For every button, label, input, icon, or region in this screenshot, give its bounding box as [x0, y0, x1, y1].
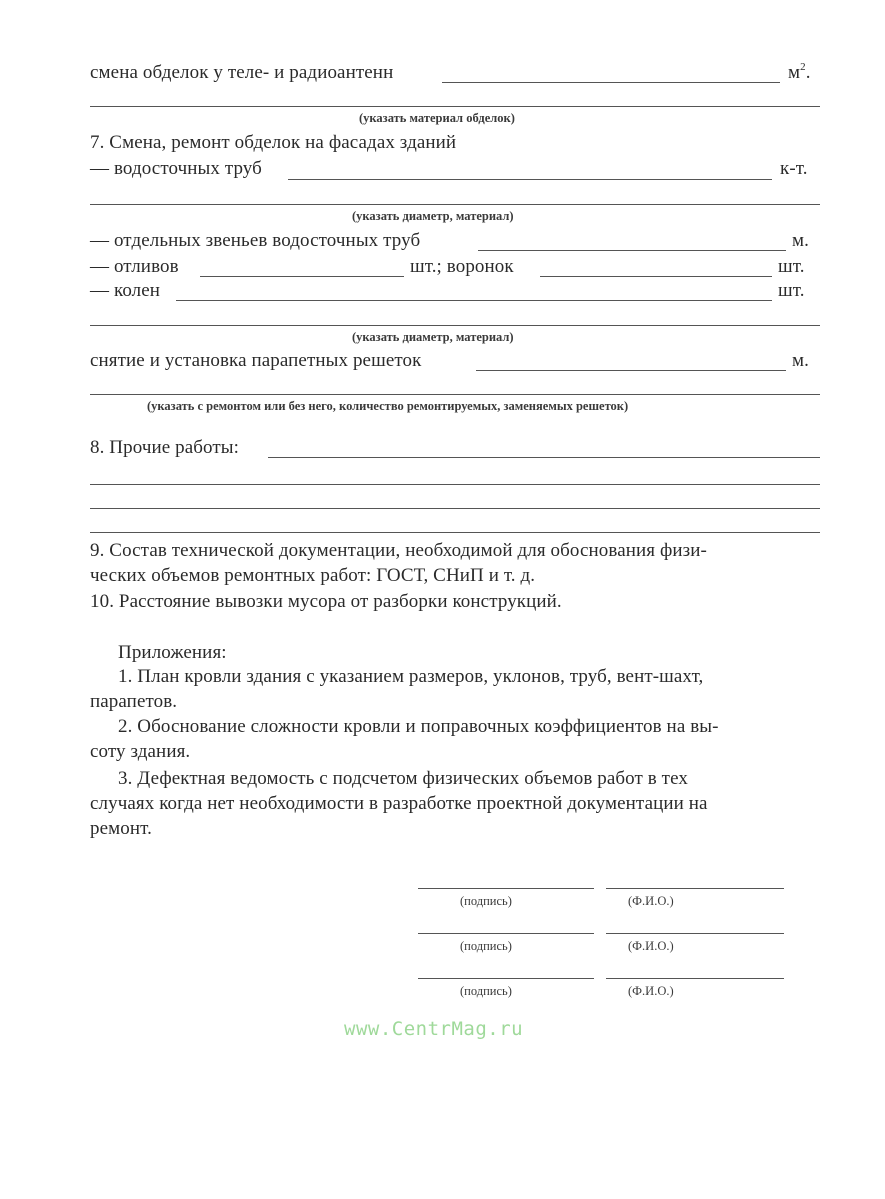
fill-line-repair-note [90, 394, 820, 395]
fill-line-material [90, 106, 820, 107]
row-antenna-unit: $м^2$. [788, 61, 811, 83]
name-label-2: (Ф.И.О.) [628, 939, 674, 953]
note-material: (указать материал обделок) [359, 111, 515, 125]
name-line-2 [606, 933, 784, 934]
item-8-label: 8. Прочие работы: [90, 437, 240, 458]
row-segments-label: — отдельных звеньев водосточных труб [90, 230, 421, 251]
row-drainpipes-unit: к-т. [780, 158, 808, 179]
name-label-3: (Ф.И.О.) [628, 984, 674, 998]
row-flashings-label: — отливов [90, 256, 179, 277]
fill-line-other-3 [90, 508, 820, 509]
row-funnels-unit: шт. [778, 256, 805, 277]
row-elbows-label: — колен [90, 280, 161, 301]
row-antenna-label: смена обделок у теле- и радиоантенн [90, 62, 394, 83]
signature-label-2: (подпись) [460, 939, 512, 953]
fill-line-other-2 [90, 484, 820, 485]
appendix-3-line-3: ремонт. [90, 818, 152, 839]
note-diameter-2: (указать диаметр, материал) [352, 330, 514, 344]
item-9-line-2: ческих объемов ремонтных работ: ГОСТ, СНиП и т. д. [90, 565, 536, 586]
row-segments-unit: м. [792, 230, 809, 251]
appendix-3-line-2: случаях когда нет необходимости в разработке проектной документации на [90, 793, 708, 814]
fill-line-other-1 [268, 457, 820, 458]
note-repair: (указать с ремонтом или без него, количество ремонтируемых, заменяемых решеток) [147, 399, 629, 413]
signature-line-1 [418, 888, 594, 889]
name-line-1 [606, 888, 784, 889]
fill-line-diameter-1 [90, 204, 820, 205]
fill-line-elbows [176, 300, 772, 301]
item-10: 10. Расстояние вывозки мусора от разборки конструкций. [90, 591, 562, 612]
appendix-1-line-1: 1. План кровли здания с указанием размеров, уклонов, труб, вент-шахт, [118, 666, 704, 687]
note-diameter-1: (указать диаметр, материал) [352, 209, 514, 223]
row-drainpipes-label: — водосточных труб [90, 158, 262, 179]
fill-line-antenna [442, 82, 780, 83]
name-label-1: (Ф.И.О.) [628, 894, 674, 908]
watermark-link[interactable]: www.CentrMag.ru [344, 1018, 524, 1040]
appendix-2-line-1: 2. Обоснование сложности кровли и поправочных коэффициентов на вы- [118, 716, 719, 737]
item-9-line-1: 9. Состав технической документации, необходимой для обоснования физи- [90, 540, 707, 561]
fill-line-funnels [540, 276, 772, 277]
item-7-title: 7. Смена, ремонт обделок на фасадах зданий [90, 132, 457, 153]
signature-label-1: (подпись) [460, 894, 512, 908]
appendix-3-line-1: 3. Дефектная ведомость с подсчетом физических объемов работ в тех [118, 768, 688, 789]
signature-line-2 [418, 933, 594, 934]
signature-label-3: (подпись) [460, 984, 512, 998]
row-funnels-label: шт.; воронок [410, 256, 514, 277]
fill-line-flashings [200, 276, 404, 277]
fill-line-parapet [476, 370, 786, 371]
appendix-1-line-2: парапетов. [90, 691, 178, 712]
appendix-heading: Приложения: [118, 642, 227, 663]
fill-line-other-4 [90, 532, 820, 533]
name-line-3 [606, 978, 784, 979]
row-elbows-unit: шт. [778, 280, 805, 301]
fill-line-segments [478, 250, 786, 251]
row-parapet-unit: м. [792, 350, 809, 371]
fill-line-diameter-2 [90, 325, 820, 326]
signature-line-3 [418, 978, 594, 979]
row-parapet-label: снятие и установка парапетных решеток [90, 350, 422, 371]
appendix-2-line-2: соту здания. [90, 741, 191, 762]
fill-line-drainpipes [288, 179, 772, 180]
